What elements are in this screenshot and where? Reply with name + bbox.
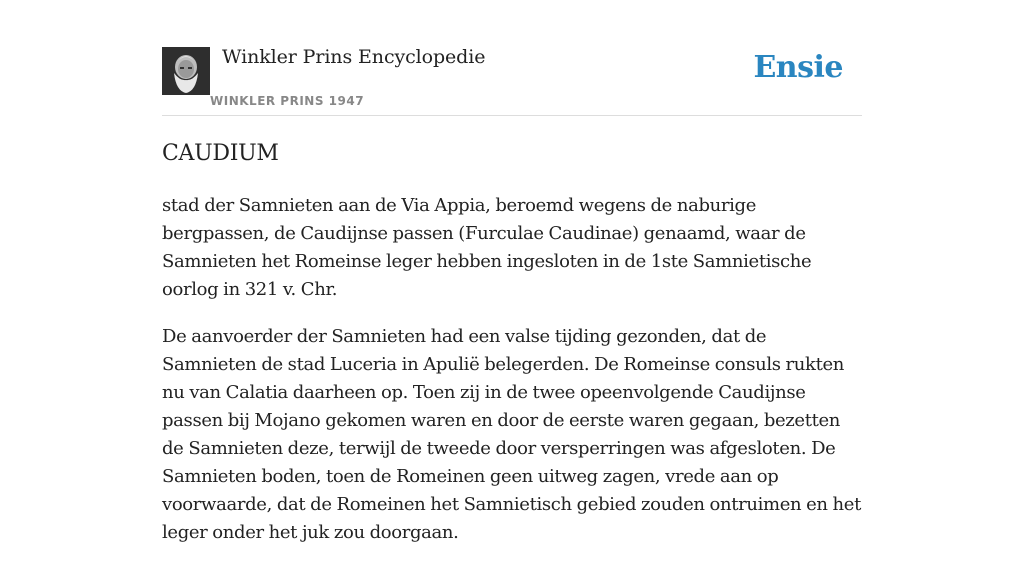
article-body (162, 192, 862, 566)
brand-logo[interactable]: Ensie (753, 50, 843, 85)
source-title[interactable]: Winkler Prins Encyclopedie (222, 46, 486, 68)
article-title: CAUDIUM (162, 141, 279, 166)
source-header (162, 40, 862, 116)
bearded-man-portrait-icon (162, 47, 210, 95)
avatar[interactable] (162, 47, 210, 95)
source-subtitle[interactable]: WINKLER PRINS 1947 (210, 94, 365, 108)
article-paragraph: De aanvoerder der Samnieten had een valse tijding gezonden, dat de Samnieten de stad Luceria in Apulië belegerden. De Romeinse consuls rukten nu van Calatia daarheen op. Toen zij in de twee opeenvolgende Caudijnse passen bij Mojano gekomen waren en door de eerste waren gegaan, bezetten de Samnieten deze, terwijl de tweede door versperringen was afgesloten. De Samnieten boden, toen de Romeinen geen uitweg zagen, vrede aan op voorwaarde, dat de Romeinen het Samnietisch gebied zouden ontruimen en het leger onder het juk zou doorgaan. (162, 326, 861, 543)
article-paragraph: stad der Samnieten aan de Via Appia, beroemd wegens de naburige bergpassen, de Caudijnse passen (Furculae Caudinae) genaamd, waar de Samnieten het Romeinse leger hebben ingesloten in de 1ste Samnietische oorlog in 321 v. Chr. (162, 195, 812, 300)
